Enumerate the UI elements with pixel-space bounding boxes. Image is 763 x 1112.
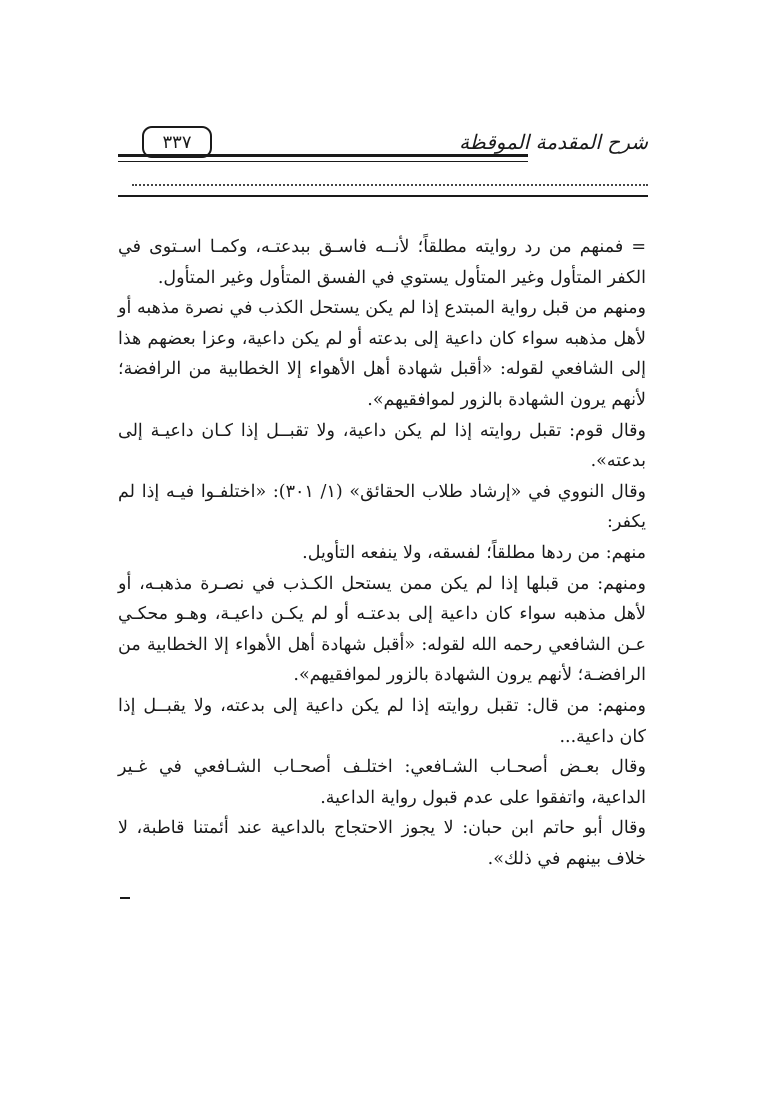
paragraph-2: ومنهم من قبل رواية المبتدع إذا لم يكن يستحل الكذب في نصرة مذهبه أو لأهل مذهبه سواء كان داعية إلى بدعته أو لم يكن داعية، وعزا بعضهم هذا إلى الشافعي لقوله: «أقبل شهادة أهل الأهواء إلا الخطابية من الرافضة؛ لأنهم يرون الشهادة بالزور لموافقيهم». — [118, 298, 646, 410]
paragraph-1: = فمنهم من رد روايته مطلقاً؛ لأنــه فاسـق ببدعتـه، وكمـا اسـتوى في الكفر المتأول وغير المتأول يستوي في الفسق المتأول وغير المتأول. — [118, 237, 646, 288]
paragraph-3: وقال قوم: تقبل روايته إذا لم يكن داعية، ولا تقبــل إذا كـان داعيـة إلى بدعته». — [118, 420, 646, 472]
header-bottom-rule — [118, 195, 648, 197]
header-rule-thin — [118, 161, 528, 162]
header-rule-thick — [118, 154, 528, 157]
header-dotted-rule — [132, 184, 648, 186]
paragraph-5: منهم: من ردها مطلقاً؛ لفسقه، ولا ينفعه التأويل. — [302, 542, 646, 563]
paragraph-8: وقال بعـض أصحـاب الشـافعي: اختلـف أصحـاب الشـافعي في غـير الداعية، واتفقوا على عدم قبول رواية الداعية. — [118, 757, 646, 808]
paragraph-9: وقال أبو حاتم ابن حبان: لا يجوز الاحتجاج بالداعية عند أئمتنا قاطبة، لا خلاف بينهم في ذلك». — [118, 818, 646, 869]
paragraph-6: ومنهم: من قبلها إذا لم يكن ممن يستحل الكـذب في نصـرة مذهبـه، أو لأهل مذهبه سواء كان داعية إلى بدعتـه أو لم يكـن داعيـة، وهـو محكـي عـن الشافعي رحمه الله لقوله: «أقبل شهادة أهل الأهواء إلا الخطابية من الرافضـة؛ لأنهم يرون الشهادة بالزور لموافقيهم». — [118, 573, 646, 686]
page-header — [118, 122, 648, 202]
page-end-mark — [120, 897, 130, 899]
paragraph-4: وقال النووي في «إرشاد طلاب الحقائق» (١/ ٣٠١): «اختلفـوا فيـه إذا لم يكفر: — [118, 481, 647, 533]
running-title: شرح المقدمة الموقظة — [459, 130, 648, 154]
page-number: ٣٣٧ — [142, 126, 212, 158]
page-body — [118, 232, 646, 874]
paragraph-7: ومنهم: من قال: تقبل روايته إذا لم يكن داعية إلى بدعته، ولا يقبــل إذا كان داعية... — [118, 695, 646, 747]
